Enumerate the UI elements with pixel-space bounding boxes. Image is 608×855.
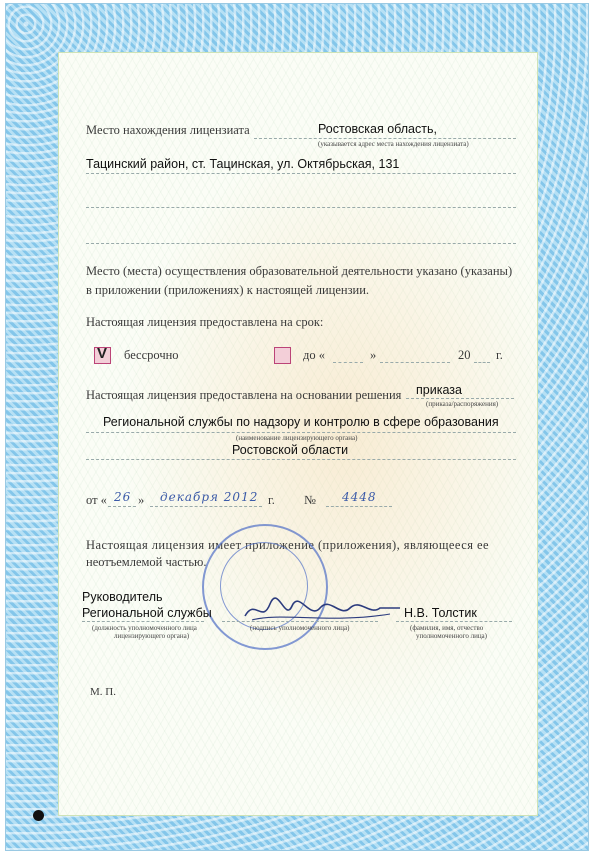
signature-line [222, 621, 378, 622]
date-day-line [108, 506, 136, 507]
indefinite-checkbox[interactable] [94, 347, 111, 364]
decision-line [406, 398, 514, 399]
number-label: № [304, 493, 316, 507]
check-mark-icon: V [97, 345, 108, 362]
caption-position-1: (должность уполномоченного лица [92, 624, 197, 632]
activity-text-line1: Место (места) осуществления образовательной деятельности указано (указаны) [86, 264, 513, 278]
location-caption: (указывается адрес места нахождения лицензиата) [318, 140, 469, 148]
date-month-line [150, 506, 262, 507]
term-label: Настоящая лицензия предоставлена на срок: [86, 315, 324, 329]
authority-line2: Ростовской области [232, 443, 349, 457]
authority-caption: (наименование лицензирующего органа) [236, 434, 358, 442]
decision-caption: (приказа/распоряжения) [426, 400, 499, 408]
caption-name-2: уполномоченного лица) [416, 632, 487, 640]
blank-line-1 [86, 207, 516, 208]
decision-type: приказа [416, 383, 462, 397]
appendix-text-line1: Настоящая лицензия имеет приложение (приложения), являющееся ее [86, 538, 489, 552]
date-day: 26 [114, 490, 132, 504]
location-value-line1: Ростовская область, [318, 122, 437, 136]
activity-text-line2: в приложении (приложениях) к настоящей лицензии. [86, 283, 370, 297]
until-quote: » [370, 348, 377, 362]
basis-label: Настоящая лицензия предоставлена на основании решения [86, 388, 402, 402]
position-line1: Руководитель [82, 590, 163, 604]
caption-name-1: (фамилия, имя, отчество [410, 624, 484, 632]
until-prefix: до « [303, 348, 325, 362]
year-prefix: 20 [458, 348, 471, 362]
stamp-place: М. П. [90, 686, 116, 698]
appendix-text-line2: неотъемлемой частью. [86, 555, 207, 569]
name-line [396, 621, 512, 622]
position-line [82, 621, 204, 622]
blank-line-2 [86, 243, 516, 244]
license-number: 4448 [342, 490, 377, 504]
location-value-line2: Тацинский район, ст. Тацинская, ул. Октябрьская, 131 [86, 157, 400, 171]
location-line [254, 138, 516, 139]
indefinite-label: бессрочно [124, 348, 179, 362]
date-prefix: от « [86, 493, 107, 507]
fixed-term-checkbox[interactable] [274, 347, 291, 364]
year-line [474, 362, 490, 363]
until-month-line [380, 362, 450, 363]
date-month-year: декабря 2012 [160, 490, 259, 504]
caption-signature: (подпись уполномоченного лица) [250, 624, 350, 632]
authority-line-2 [86, 459, 516, 460]
punch-dot [33, 810, 44, 821]
date-year-suffix: г. [268, 493, 275, 507]
year-suffix: г. [496, 348, 503, 362]
authority-line1: Региональной службы по надзору и контролю в сфере образования [103, 415, 499, 429]
location-label: Место нахождения лицензиата [86, 123, 250, 137]
number-line [326, 506, 392, 507]
date-quote: » [138, 493, 145, 507]
location-line-2 [86, 173, 516, 174]
until-day-line [333, 362, 363, 363]
signatory-name: Н.В. Толстик [404, 606, 477, 620]
position-line2: Региональной службы [82, 606, 212, 620]
authority-line [86, 432, 516, 433]
caption-position-2: лицензирующего органа) [114, 632, 190, 640]
